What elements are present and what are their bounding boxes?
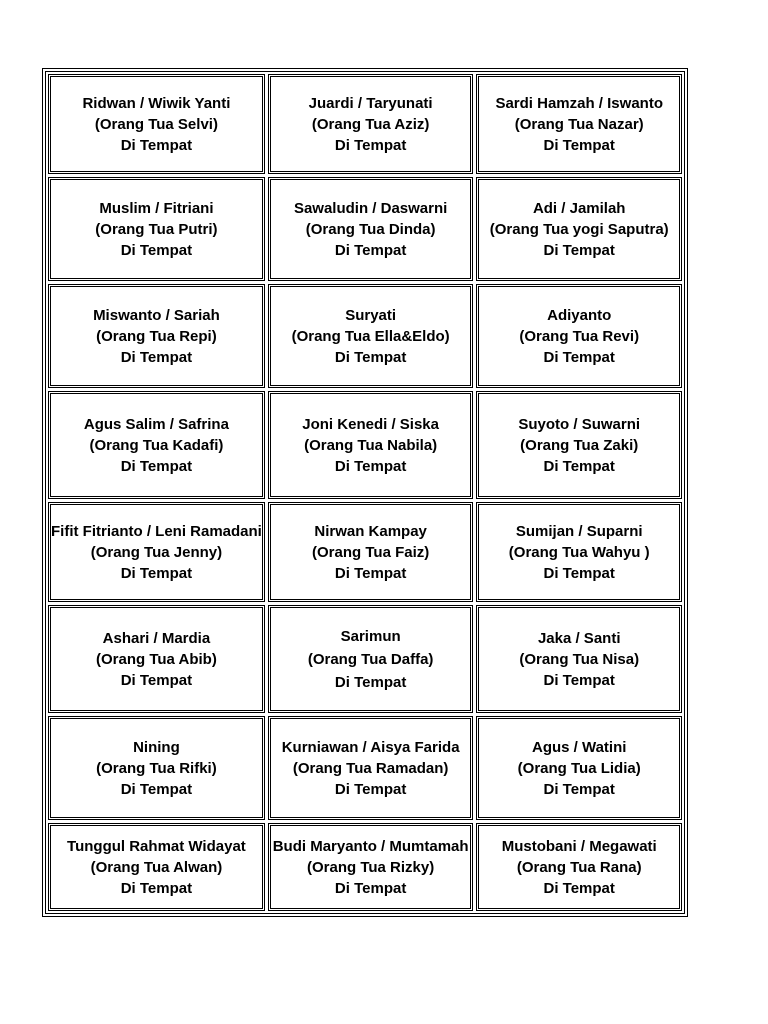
card-place: Di Tempat	[334, 879, 407, 897]
card-name: Joni Kenedi / Siska	[302, 415, 439, 433]
label-card	[478, 179, 680, 279]
card-name: Adiyanto	[547, 306, 612, 324]
card-place: Di Tempat	[543, 457, 615, 475]
card-name: Nining	[133, 738, 180, 756]
card-place: Di Tempat	[543, 671, 615, 689]
label-card	[50, 825, 263, 909]
card-parent: (Orang Tua Rifki)	[96, 759, 217, 777]
card-parent: (Orang Tua Lidia)	[517, 759, 641, 777]
label-card	[478, 607, 680, 711]
card-parent: (Orang Tua Aziz)	[311, 115, 430, 133]
card-name: Ashari / Mardia	[102, 629, 211, 647]
card-parent: (Orang Tua Dinda)	[305, 220, 436, 238]
label-card	[478, 76, 680, 172]
card-name: Muslim / Fitriani	[99, 199, 214, 217]
card-place: Di Tempat	[120, 879, 193, 897]
label-card	[478, 286, 680, 386]
card-name: Suryati	[345, 306, 397, 324]
card-parent: (Orang Tua Rizky)	[307, 858, 435, 876]
card-place: Di Tempat	[334, 241, 407, 259]
card-place: Di Tempat	[543, 780, 615, 798]
card-name: Mustobani / Megawati	[501, 837, 657, 855]
card-name: Suyoto / Suwarni	[518, 415, 641, 433]
label-card	[270, 179, 472, 279]
card-place: Di Tempat	[120, 348, 193, 366]
card-place: Di Tempat	[334, 348, 407, 366]
label-grid	[45, 71, 685, 914]
card-name: Ridwan / Wiwik Yanti	[82, 94, 231, 112]
label-sheet	[42, 68, 688, 917]
card-name: Sumijan / Suparni	[515, 522, 643, 540]
card-name: Juardi / Taryunati	[308, 94, 433, 112]
card-parent: (Orang Tua Nazar)	[514, 115, 644, 133]
label-card	[270, 607, 472, 711]
card-parent: (Orang Tua Nisa)	[519, 650, 640, 668]
card-parent: (Orang Tua Putri)	[95, 220, 218, 238]
card-name: Tunggul Rahmat Widayat	[67, 837, 246, 855]
card-parent: (Orang Tua Repi)	[96, 327, 217, 345]
card-parent: (Orang Tua Selvi)	[94, 115, 218, 133]
label-card	[270, 393, 472, 497]
card-name: Fifit Fitrianto / Leni Ramadani	[51, 522, 262, 540]
card-name: Budi Maryanto / Mumtamah	[272, 837, 469, 855]
card-parent: (Orang Tua Abib)	[96, 650, 217, 668]
card-place: Di Tempat	[120, 780, 193, 798]
card-name: Nirwan Kampay	[314, 522, 427, 540]
card-parent: (Orang Tua Kadafi)	[89, 436, 224, 454]
card-place: Di Tempat	[334, 780, 407, 798]
card-parent: (Orang Tua Daffa)	[307, 650, 434, 668]
card-parent: (Orang Tua Rana)	[516, 858, 642, 876]
card-parent: (Orang Tua Zaki)	[520, 436, 639, 454]
card-place: Di Tempat	[543, 879, 615, 897]
label-card	[478, 504, 680, 600]
card-place: Di Tempat	[120, 671, 193, 689]
label-card	[50, 76, 263, 172]
label-card	[478, 718, 680, 818]
card-name: Agus / Watini	[531, 738, 627, 756]
card-name: Agus Salim / Safrina	[83, 415, 229, 433]
card-name: Sarimun	[340, 627, 401, 645]
label-card	[50, 393, 263, 497]
card-place: Di Tempat	[334, 457, 407, 475]
card-place: Di Tempat	[543, 136, 615, 154]
card-place: Di Tempat	[120, 136, 193, 154]
card-place: Di Tempat	[334, 564, 407, 582]
label-card	[270, 76, 472, 172]
card-place: Di Tempat	[334, 136, 407, 154]
label-card	[270, 825, 472, 909]
card-parent: (Orang Tua Jenny)	[90, 543, 223, 561]
card-parent: (Orang Tua Revi)	[519, 327, 640, 345]
label-card	[270, 718, 472, 818]
card-parent: (Orang Tua Faiz)	[312, 543, 430, 561]
card-place: Di Tempat	[543, 241, 615, 259]
card-name: Sawaludin / Daswarni	[293, 199, 448, 217]
card-parent: (Orang Tua Ramadan)	[292, 759, 449, 777]
card-parent: (Orang Tua Wahyu )	[508, 543, 650, 561]
card-name: Adi / Jamilah	[532, 199, 626, 217]
card-parent: (Orang Tua Alwan)	[90, 858, 223, 876]
card-parent: (Orang Tua yogi Saputra)	[489, 220, 669, 238]
label-card	[478, 825, 680, 909]
card-place: Di Tempat	[120, 457, 193, 475]
label-card	[478, 393, 680, 497]
label-card	[50, 607, 263, 711]
card-place: Di Tempat	[543, 564, 615, 582]
card-place: Di Tempat	[334, 673, 407, 691]
card-place: Di Tempat	[120, 564, 193, 582]
label-card	[50, 179, 263, 279]
card-parent: (Orang Tua Nabila)	[304, 436, 438, 454]
card-place: Di Tempat	[120, 241, 193, 259]
label-card	[50, 504, 263, 600]
label-card	[50, 718, 263, 818]
label-card	[50, 286, 263, 386]
card-place: Di Tempat	[543, 348, 615, 366]
card-name: Jaka / Santi	[537, 629, 621, 647]
card-name: Kurniawan / Aisya Farida	[281, 738, 460, 756]
label-card	[270, 286, 472, 386]
card-name: Sardi Hamzah / Iswanto	[495, 94, 663, 112]
label-card	[270, 504, 472, 600]
card-parent: (Orang Tua Ella&Eldo)	[291, 327, 450, 345]
card-name: Miswanto / Sariah	[93, 306, 220, 324]
